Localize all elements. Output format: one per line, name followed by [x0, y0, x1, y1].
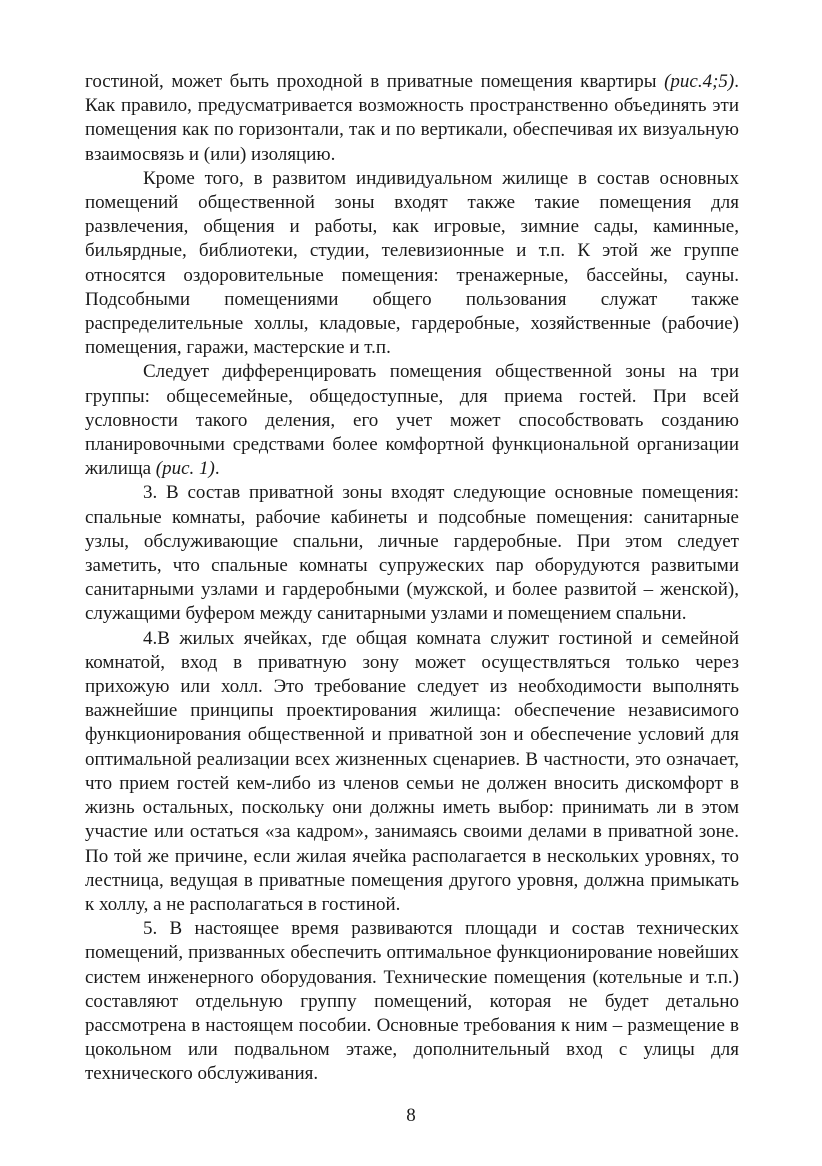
paragraph-4-text: 3. В состав приватной зоны входят следующие основные помещения: спальные комнаты, рабочие кабинеты и подсобные помещения: санитарные узлы, обслуживающие спальни, личные гардеробные. При этом следует заметить, что спальные комнаты супружеских пар оборудуются развитыми санитарными узлами и гардеробными (мужской, и более развитой – женской), служащими буфером между санитарными узлами и помещением спальни.	[85, 482, 739, 625]
paragraph-3-text-end: .	[214, 458, 220, 480]
paragraph-1-text-end: . Как правило, предусматривается возможность пространственно объединять эти помещения как по горизонтали, так и по вертикали, обеспечивая их визуальную взаимосвязь и (или) изоляцию.	[85, 71, 739, 165]
paragraph-5	[85, 627, 739, 917]
figure-reference: (рис. 1)	[155, 458, 215, 480]
figure-reference: (рис.4;5)	[664, 71, 735, 92]
paragraph-4	[85, 481, 739, 626]
document-page	[85, 70, 739, 1087]
paragraph-5-text: 4.В жилых ячейках, где общая комната служит гостиной и семейной комнатой, вход в приватную зону может осуществляться только через прихожую или холл. Это требование следует из необходимости выполнять важнейшие принципы проектирования жилища: обеспечение независимого функционирования общественной и приватной зон и обеспечение условий для оптимальной реализации всех жизненных сценариев. В частности, это означает, что прием гостей кем-либо из членов семьи не должен вносить дискомфорт в жизнь остальных, поскольку они должны иметь выбор: принимать ли в этом участие или остаться «за кадром», занимаясь своими делами в приватной зоне. По той же причине, если жилая ячейка располагается в нескольких уровнях, то лестница, ведущая в приватные помещения другого уровня, должна примыкать к холлу, а не располагаться в гостиной.	[85, 627, 739, 915]
paragraph-3-text: Следует дифференцировать помещения общественной зоны на три группы: общесемейные, общедоступные, для приема гостей. При всей условности такого деления, его учет может способствовать созданию планировочными средствами более комфортной функциональной организации жилища	[85, 361, 739, 480]
paragraph-3	[85, 360, 739, 481]
paragraph-2-text: Кроме того, в развитом индивидуальном жилище в состав основных помещений общественной зоны входят также такие помещения для развлечения, общения и работы, как игровые, зимние сады, каминные, бильярдные, библиотеки, студии, телевизионные и т.п. К этой же группе относятся оздоровительные помещения: тренажерные, бассейны, сауны. Подсобными помещениями общего пользования служат также распределительные холлы, кладовые, гардеробные, хозяйственные (рабочие) помещения, гаражи, мастерские и т.п.	[85, 167, 739, 359]
paragraph-1-text: гостиной, может быть проходной в приватные помещения квартиры	[85, 71, 665, 92]
paragraph-2	[85, 167, 739, 361]
paragraph-6-text: 5. В настоящее время развиваются площади и состав технических помещений, призванных обеспечить оптимальное функционирование новейших систем инженерного оборудования. Технические помещения (котельные и т.п.) составляют отдельную группу помещений, которая не будет детально рассмотрена в настоящем пособии. Основные требования к ним – размещение в цокольном или подвальном этаже, дополнительный вход с улицы для технического обслуживания.	[85, 918, 739, 1085]
page-number: 8	[406, 1105, 416, 1126]
paragraph-1	[85, 70, 739, 167]
paragraph-6	[85, 917, 739, 1086]
